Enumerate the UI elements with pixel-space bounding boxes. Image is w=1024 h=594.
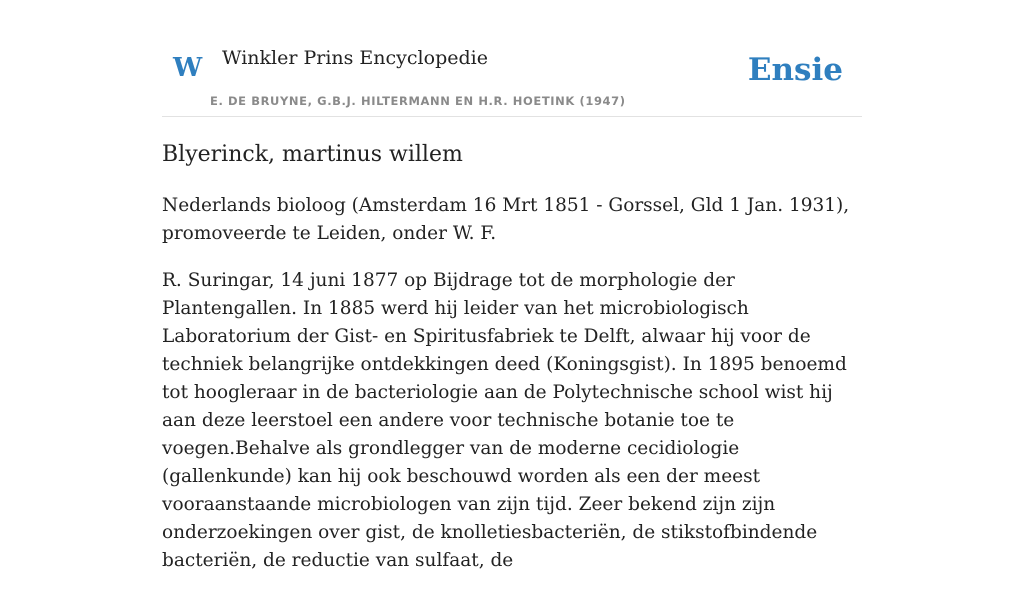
source-header	[162, 0, 862, 117]
brand-logo[interactable]: Ensie	[747, 52, 843, 88]
source-logo-icon: W	[173, 53, 203, 83]
article-paragraph: R. Suringar, 14 juni 1877 op Bijdrage tot de morphologie der Plantengallen. In 1885 werd hij leider van het microbiologisch Laboratorium der Gist- en Spiritusfabriek te Delft, alwaar hij voor de techniek belangrijke ontdekkingen deed (Koningsgist). In 1895 benoemd tot hoogleraar in de bacteriologie aan de Polytechnische school wist hij aan deze leerstoel een andere voor technische botanie toe te voegen.Behalve als grondlegger van de moderne cecidiologie (gallenkunde) kan hij ook beschouwd worden als een der meest vooraanstaande microbiologen van zijn tijd. Zeer bekend zijn zijn onderzoekingen over gist, de knolletiesbacteriën, de stikstofbindende bacteriën, de reductie van sulfaat, de	[162, 270, 847, 571]
article-title: Blyerinck, martinus willem	[162, 142, 463, 167]
article-body	[162, 192, 862, 594]
source-title[interactable]: Winkler Prins Encyclopedie	[222, 47, 488, 69]
article-paragraph: Nederlands bioloog (Amsterdam 16 Mrt 1851 - Gorssel, Gld 1 Jan. 1931), promoveerde te Leiden, onder W. F.	[162, 195, 850, 244]
source-authors: E. DE BRUYNE, G.B.J. HILTERMANN EN H.R. HOETINK (1947)	[210, 94, 626, 108]
